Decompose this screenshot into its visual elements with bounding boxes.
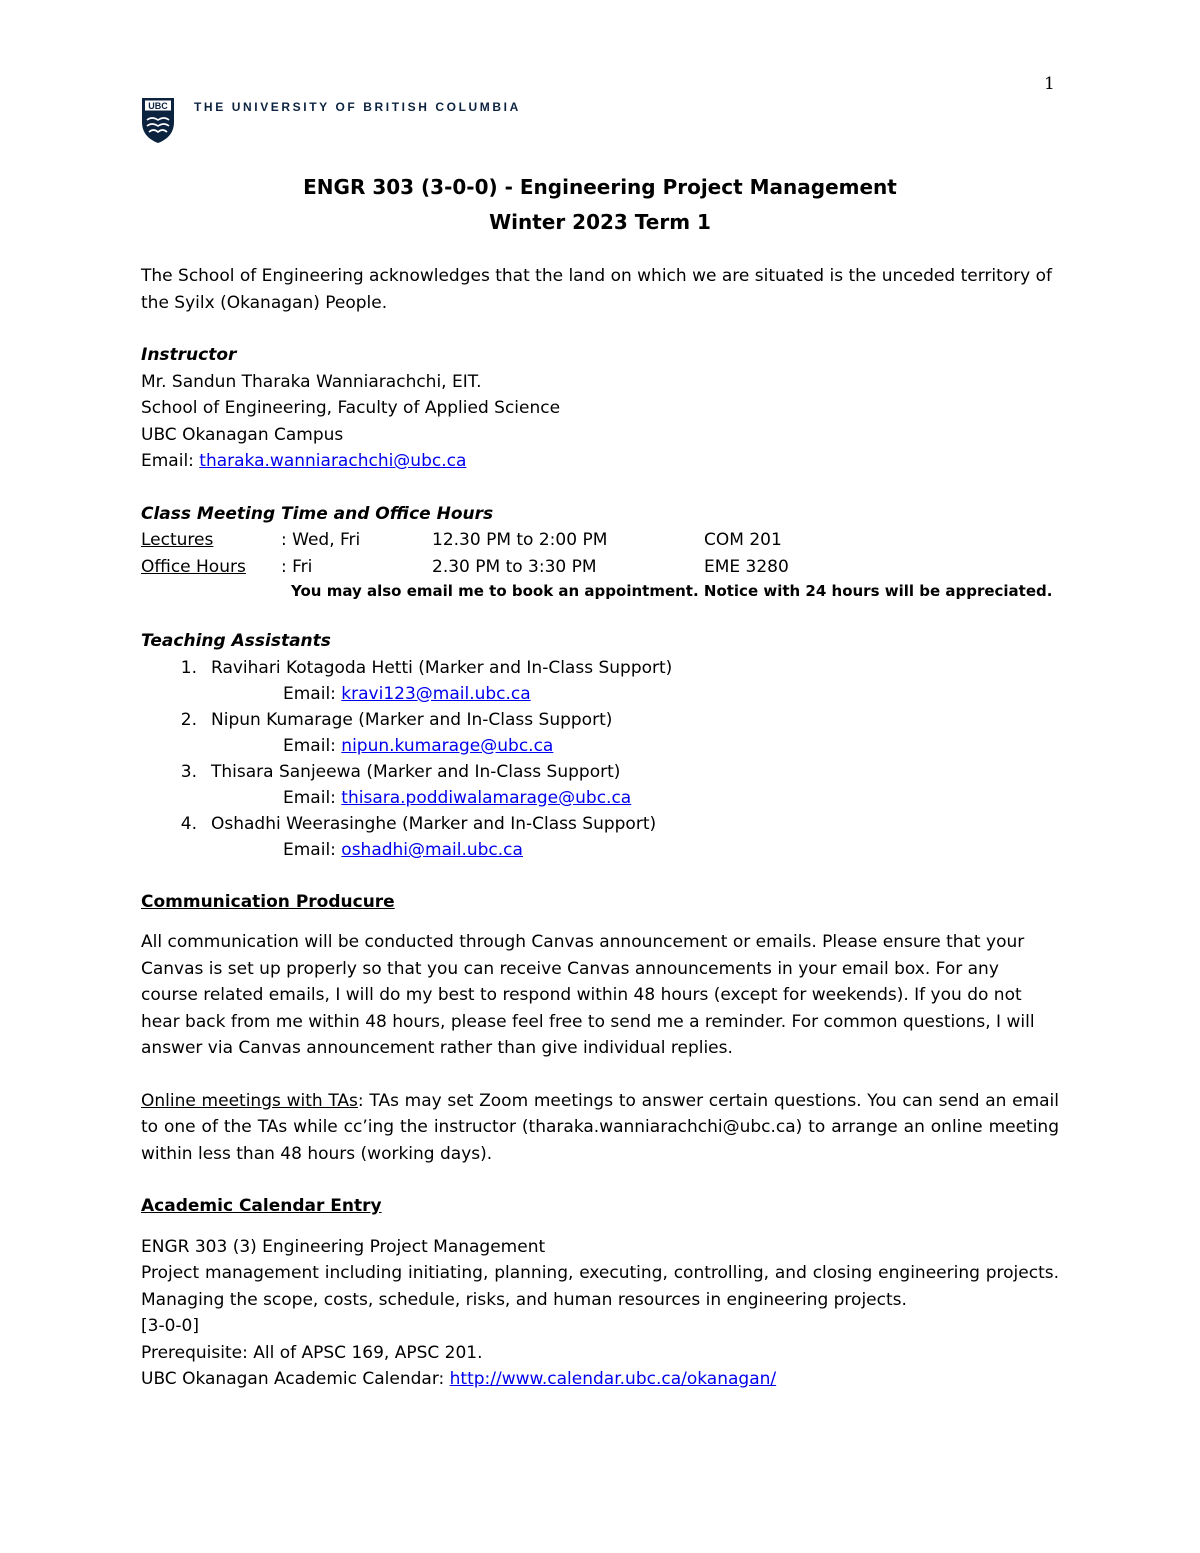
schedule-row-office-hours (141, 554, 1059, 581)
schedule-room: EME 3280 (704, 556, 789, 577)
ta-name: Thisara Sanjeewa (Marker and In-Class Support) (211, 761, 621, 782)
ta-number: 1. (180, 657, 197, 678)
ta-email-link[interactable]: oshadhi@mail.ubc.ca (341, 839, 523, 860)
ubc-header-logo (140, 96, 521, 144)
calendar-heading: Academic Calendar Entry (141, 1196, 382, 1216)
ta-email-link[interactable]: kravi123@mail.ubc.ca (341, 683, 531, 704)
communication-heading: Communication Producure (141, 891, 395, 912)
online-meetings-body: : TAs may set Zoom meetings to answer certain questions. You can send an email to one of the TAs while cc’ing the instructor (tharaka.wanniarachchi@ubc.ca) to arrange an online meeting within less than 48 hours (working days). (141, 1090, 1060, 1164)
schedule-type: Lectures (141, 530, 214, 550)
ta-email-label: Email: (283, 787, 342, 808)
ta-name: Oshadhi Weerasinghe (Marker and In-Class Support) (211, 813, 657, 834)
ta-name: Ravihari Kotagoda Hetti (Marker and In-Class Support) (211, 657, 673, 678)
ta-heading: Teaching Assistants (141, 631, 331, 651)
calendar-course: ENGR 303 (3) Engineering Project Management (141, 1236, 546, 1257)
online-meetings-label: Online meetings with TAs (141, 1090, 358, 1111)
ta-number: 2. (180, 709, 197, 730)
ta-email-label: Email: (283, 683, 342, 704)
schedule-heading: Class Meeting Time and Office Hours (141, 503, 494, 524)
calendar-prerequisite: Prerequisite: All of APSC 169, APSC 201. (141, 1342, 483, 1363)
course-title (141, 170, 1059, 240)
schedule-room: COM 201 (704, 530, 782, 550)
ta-email-line (141, 785, 1059, 811)
instructor-department: School of Engineering, Faculty of Applied Science (141, 398, 561, 418)
ta-email-link[interactable]: nipun.kumarage@ubc.ca (341, 735, 554, 756)
schedule-time: 2.30 PM to 3:30 PM (432, 556, 597, 577)
instructor-campus: UBC Okanagan Campus (141, 424, 344, 445)
calendar-link[interactable]: http://www.calendar.ubc.ca/okanagan/ (449, 1369, 777, 1389)
ta-item (141, 811, 1059, 863)
instructor-name: Mr. Sandun Tharaka Wanniarachchi, EIT. (141, 371, 482, 392)
ta-email-line (141, 681, 1059, 707)
course-term: Winter 2023 Term 1 (489, 210, 711, 234)
online-meetings-paragraph (141, 1088, 1059, 1168)
land-acknowledgement: The School of Engineering acknowledges that the land on which we are situated is the unceded territory of the Syilx (Okanagan) People. (141, 266, 1053, 313)
calendar-hours: [3-0-0] (141, 1316, 199, 1336)
ta-item (141, 655, 1059, 707)
ta-list (141, 655, 1059, 863)
instructor-email-line (141, 448, 1059, 475)
crest-text: UBC (148, 101, 168, 111)
instructor-heading: Instructor (141, 345, 237, 365)
ta-email-link[interactable]: thisara.poddiwalamarage@ubc.ca (341, 787, 632, 808)
schedule-note: You may also email me to book an appointment. Notice with 24 hours will be appreciated. (291, 582, 1053, 600)
instructor-email-link[interactable]: tharaka.wanniarachchi@ubc.ca (199, 451, 467, 471)
ta-name: Nipun Kumarage (Marker and In-Class Support) (211, 709, 613, 730)
schedule-row-lectures (141, 527, 1059, 554)
ubc-crest-icon (140, 96, 176, 144)
ta-number: 3. (180, 761, 197, 782)
calendar-link-line (141, 1366, 1059, 1393)
schedule-days: : Fri (281, 556, 313, 577)
ta-email-label: Email: (283, 839, 342, 860)
instructor-email-label: Email: (141, 451, 200, 471)
document-body (141, 170, 1059, 1393)
ta-email-label: Email: (283, 735, 342, 756)
communication-body: All communication will be conducted through Canvas announcement or emails. Please ensure that your Canvas is set up properly so that you can receive Canvas announcements in your email box. For any course related emails, I will do my best to respond within 48 hours (except for weekends). If you do not hear back from me within 48 hours, please feel free to send me a reminder. For common questions, I will answer via Canvas announcement rather than give individual replies. (141, 932, 1035, 1058)
page-number: 1 (1044, 74, 1055, 94)
schedule-days: : Wed, Fri (281, 530, 361, 550)
ta-item (141, 707, 1059, 759)
calendar-link-label: UBC Okanagan Academic Calendar: (141, 1369, 450, 1389)
ta-item (141, 759, 1059, 811)
schedule-time: 12.30 PM to 2:00 PM (432, 530, 608, 550)
ta-email-line (141, 837, 1059, 863)
university-name: THE UNIVERSITY OF BRITISH COLUMBIA (194, 100, 521, 114)
schedule-type: Office Hours (141, 556, 246, 577)
ta-number: 4. (180, 813, 197, 834)
course-title-line1: ENGR 303 (3-0-0) - Engineering Project Management (303, 175, 897, 199)
calendar-description: Project management including initiating, planning, executing, controlling, and closing engineering projects. Managing the scope, costs, schedule, risks, and human resources in engineering projects. (141, 1263, 1059, 1310)
ta-email-line (141, 733, 1059, 759)
